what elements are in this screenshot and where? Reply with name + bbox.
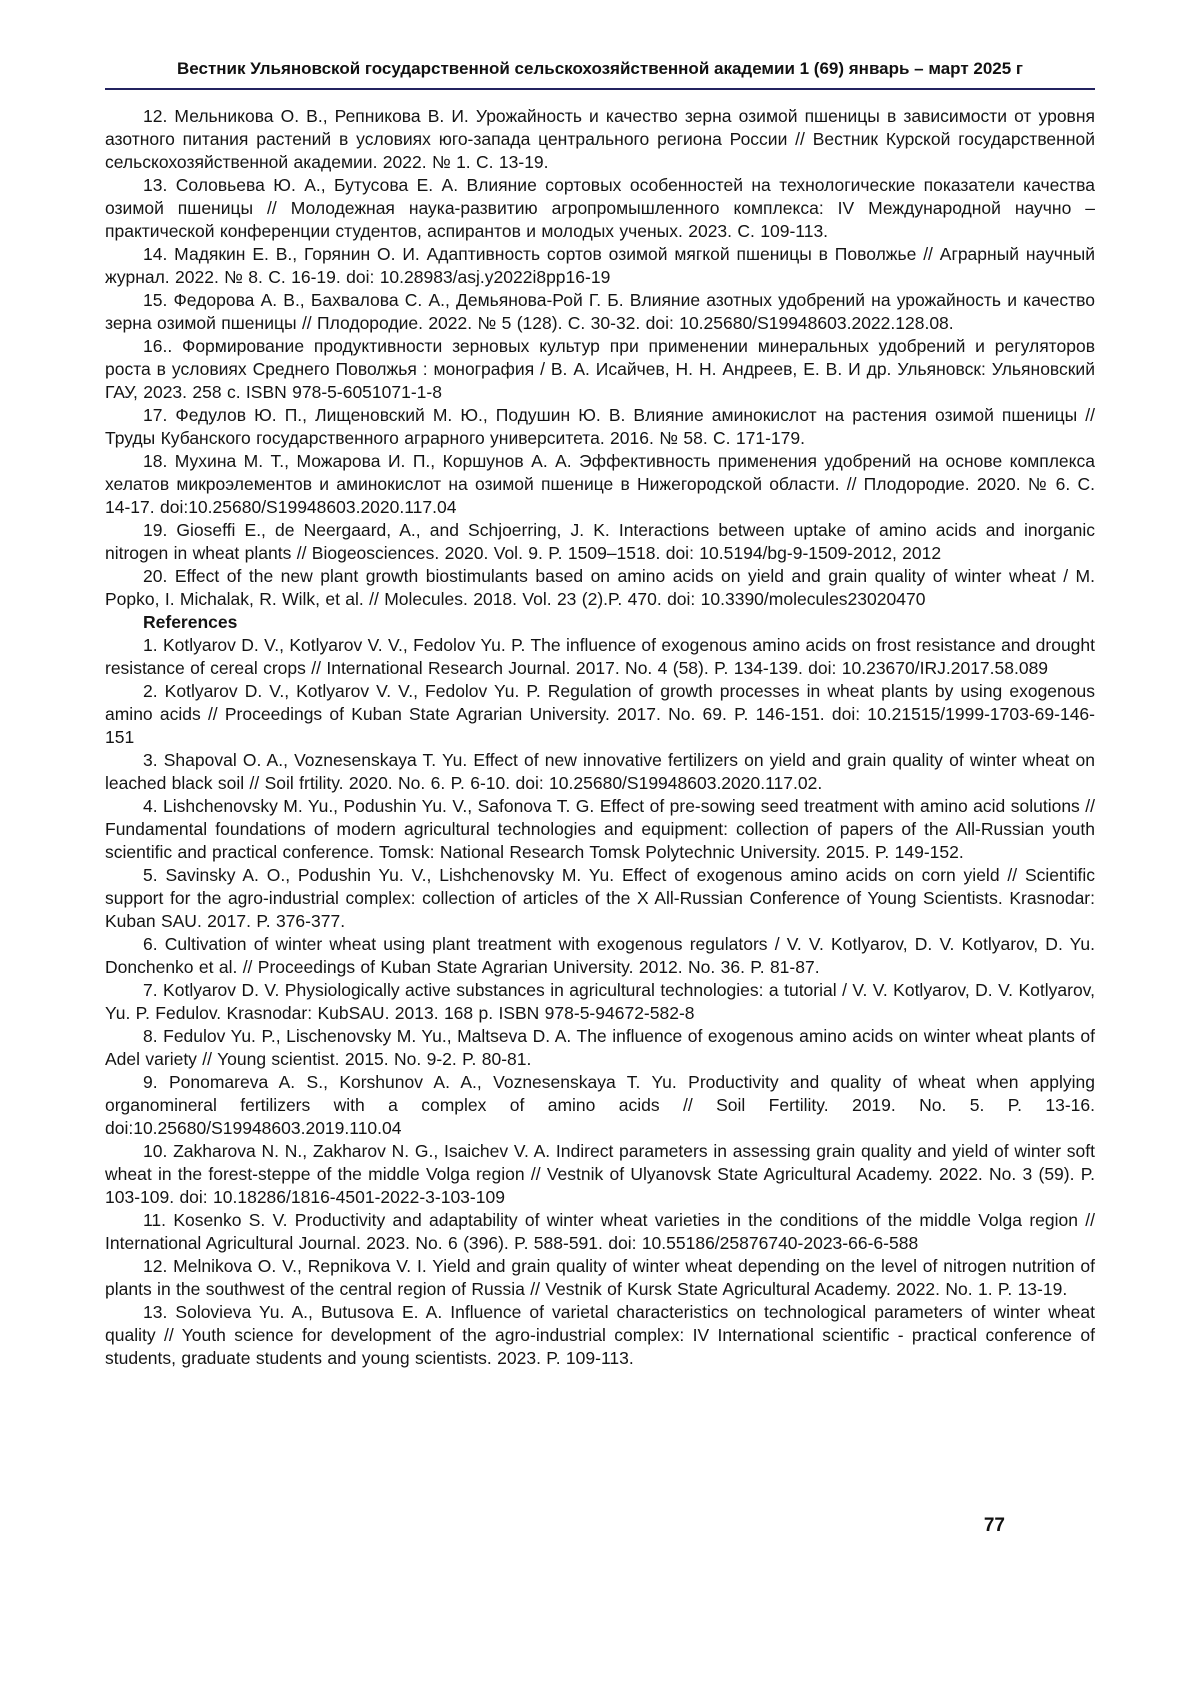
reference-item: 5. Savinsky A. O., Podushin Yu. V., Lishchenovsky M. Yu. Effect of exogenous amino acids on corn yield // Scientific support for the agro-industrial complex: collection of articles of the X All-Russian Conference of Young Scientists. Krasnodar: Kuban SAU. 2017. P. 376-377.: [105, 865, 1095, 932]
reference-item: 15. Федорова А. В., Бахвалова С. А., Демьянова-Рой Г. Б. Влияние азотных удобрений на урожайность и качество зерна озимой пшеницы // Плодородие. 2022. № 5 (128). С. 30-32. doi: 10.25680/S19948603.2022.128.08.: [105, 290, 1095, 334]
reference-item: 3. Shapoval O. A., Voznesenskaya T. Yu. Effect of new innovative fertilizers on yield and grain quality of winter wheat on leached black soil // Soil frtility. 2020. No. 6. P. 6-10. doi: 10.25680/S19948603.2020.117.02.: [105, 750, 1095, 794]
journal-header-title: Вестник Ульяновской государственной сельскохозяйственной академии 1 (69) январь – март 2025 г: [176, 59, 1023, 78]
reference-item: 12. Мельникова О. В., Репникова В. И. Урожайность и качество зерна озимой пшеницы в зависимости от уровня азотного питания растений в условиях юго-запада центрального региона России // Вестник Курской государственной сельскохозяйственной академии. 2022. № 1. С. 13-19.: [105, 106, 1095, 173]
reference-item: 20. Effect of the new plant growth biostimulants based on amino acids on yield and grain quality of winter wheat / M. Popko, I. Michalak, R. Wilk, et al. // Molecules. 2018. Vol. 23 (2).P. 470. doi: 10.3390/molecules23020470: [105, 566, 1095, 610]
header-rule: [105, 88, 1095, 90]
reference-item: 4. Lishchenovsky M. Yu., Podushin Yu. V., Safonova T. G. Effect of pre-sowing seed treatment with amino acid solutions // Fundamental foundations of modern agricultural technologies and equipment: collection of papers of the All-Russian youth scientific and practical conference. Tomsk: National Research Tomsk Polytechnic University. 2015. P. 149-152.: [105, 796, 1095, 863]
reference-item: 10. Zakharova N. N., Zakharov N. G., Isaichev V. A. Indirect parameters in assessing grain quality and yield of winter soft wheat in the forest-steppe of the middle Volga region // Vestnik of Ulyanovsk State Agricultural Academy. 2022. No. 3 (59). P. 103-109. doi: 10.18286/1816-4501-2022-3-103-109: [105, 1141, 1095, 1208]
reference-item: 14. Мадякин Е. В., Горянин О. И. Адаптивность сортов озимой мягкой пшеницы в Поволжье // Аграрный научный журнал. 2022. № 8. С. 16-19. doi: 10.28983/asj.y2022i8pp16-19: [105, 244, 1095, 288]
reference-item: 17. Федулов Ю. П., Лищеновский М. Ю., Подушин Ю. В. Влияние аминокислот на растения озимой пшеницы // Труды Кубанского государственного аграрного университета. 2016. № 58. С. 171-179.: [105, 405, 1095, 449]
reference-item: 16.. Формирование продуктивности зерновых культур при применении минеральных удобрений и регуляторов роста в условиях Среднего Поволжья : монография / В. А. Исайчев, Н. Н. Андреев, Е. В. И др. Ульяновск: Ульяновский ГАУ, 2023. 258 с. ISBN 978-5-6051071-1-8: [105, 336, 1095, 403]
reference-item: 13. Solovieva Yu. A., Butusova E. A. Influence of varietal characteristics on technological parameters of winter wheat quality // Youth science for development of the agro-industrial complex: IV International scientific - practical conference of students, graduate students and young scientists. 2023. P. 109-113.: [105, 1302, 1095, 1369]
reference-item: 11. Kosenko S. V. Productivity and adaptability of winter wheat varieties in the conditions of the middle Volga region // International Agricultural Journal. 2023. No. 6 (396). P. 588-591. doi: 10.55186/25876740-2023-66-6-588: [105, 1210, 1095, 1254]
reference-item: 19. Gioseffi E., de Neergaard, A., and Schjoerring, J. K. Interactions between uptake of amino acids and inorganic nitrogen in wheat plants // Biogeosciences. 2020. Vol. 9. P. 1509–1518. doi: 10.5194/bg-9-1509-2012, 2012: [105, 520, 1095, 564]
references-heading: References: [143, 612, 238, 633]
reference-item: 8. Fedulov Yu. P., Lischenovsky M. Yu., Maltseva D. A. The influence of exogenous amino acids on winter wheat plants of Adel variety // Young scientist. 2015. No. 9-2. P. 80-81.: [105, 1026, 1095, 1070]
reference-item: 13. Соловьева Ю. А., Бутусова Е. А. Влияние сортовых особенностей на технологические показатели качества озимой пшеницы // Молодежная наука-развитию агропромышленного комплекса: IV Международной научно – практической конференции студентов, аспирантов и молодых ученых. 2023. С. 109-113.: [105, 175, 1095, 242]
reference-item: 7. Kotlyarov D. V. Physiologically active substances in agricultural technologies: a tutorial / V. V. Kotlyarov, D. V. Kotlyarov, Yu. P. Fedulov. Krasnodar: KubSAU. 2013. 168 p. ISBN 978-5-94672-582-8: [105, 980, 1095, 1024]
reference-item: 6. Cultivation of winter wheat using plant treatment with exogenous regulators / V. V. Kotlyarov, D. V. Kotlyarov, D. Yu. Donchenko et al. // Proceedings of Kuban State Agrarian University. 2012. No. 36. P. 81-87.: [105, 934, 1095, 978]
page-number: 77: [983, 1515, 1005, 1536]
reference-item: 1. Kotlyarov D. V., Kotlyarov V. V., Fedolov Yu. P. The influence of exogenous amino acids on frost resistance and drought resistance of cereal crops // International Research Journal. 2017. No. 4 (58). P. 134-139. doi: 10.23670/IRJ.2017.58.089: [105, 635, 1095, 679]
reference-item: 9. Ponomareva A. S., Korshunov A. A., Voznesenskaya T. Yu. Productivity and quality of wheat when applying organomineral fertilizers with a complex of amino acids // Soil Fertility. 2019. No. 5. P. 13-16. doi:10.25680/S19948603.2019.110.04: [105, 1072, 1095, 1139]
references-body: [105, 105, 1095, 1370]
reference-item: 12. Melnikova O. V., Repnikova V. I. Yield and grain quality of winter wheat depending on the level of nitrogen nutrition of plants in the southwest of the central region of Russia // Vestnik of Kursk State Agricultural Academy. 2022. No. 1. P. 13-19.: [105, 1256, 1095, 1300]
reference-item: 2. Kotlyarov D. V., Kotlyarov V. V., Fedolov Yu. P. Regulation of growth processes in wheat plants by using exogenous amino acids // Proceedings of Kuban State Agrarian University. 2017. No. 69. P. 146-151. doi: 10.21515/1999-1703-69-146-151: [105, 681, 1095, 748]
reference-item: 18. Мухина М. Т., Можарова И. П., Коршунов А. А. Эффективность применения удобрений на основе комплекса хелатов микроэлементов и аминокислот на озимой пшенице в Нижегородской области. // Плодородие. 2020. № 6. С. 14-17. doi:10.25680/S19948603.2020.117.04: [105, 451, 1095, 518]
